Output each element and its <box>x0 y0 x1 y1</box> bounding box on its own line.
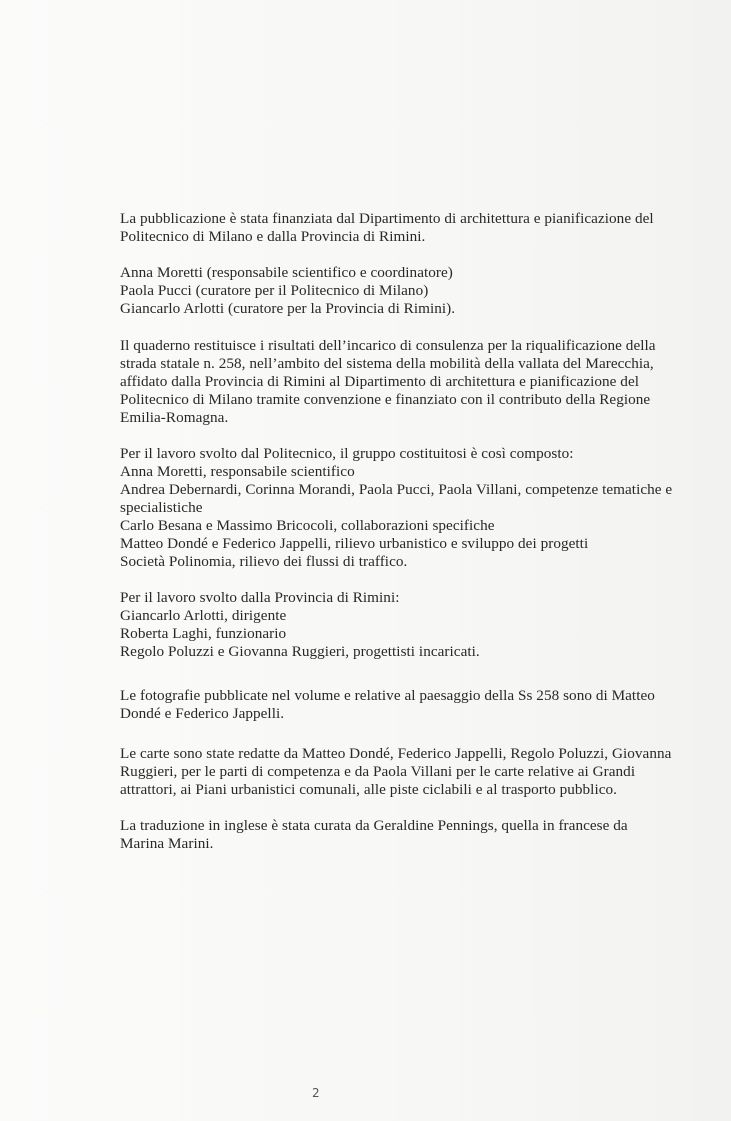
text-line: La pubblicazione è stata finanziata dal Dipartimento di architettura e pianificazione del <box>120 210 654 227</box>
text-line: specialistiche <box>120 499 203 516</box>
description-paragraph <box>120 337 705 427</box>
text-line: Matteo Dondé e Federico Jappelli, rilievo urbanistico e sviluppo dei progetti <box>120 535 589 552</box>
photographs-paragraph <box>120 687 705 723</box>
text-line: Roberta Laghi, funzionario <box>120 625 287 642</box>
text-line: Politecnico di Milano e dalla Provincia di Rimini. <box>120 228 426 245</box>
text-line: Il quaderno restituisce i risultati dell’incarico di consulenza per la riqualificazione della <box>120 337 656 354</box>
text-line: Dondé e Federico Jappelli. <box>120 705 285 722</box>
text-line: Giancarlo Arlotti (curatore per la Provincia di Rimini). <box>120 300 456 317</box>
text-line: Marina Marini. <box>120 835 214 852</box>
text-line: Regolo Poluzzi e Giovanna Ruggieri, progettisti incaricati. <box>120 643 480 660</box>
text-line: Le fotografie pubblicate nel volume e relative al paesaggio della Ss 258 sono di Matteo <box>120 687 655 704</box>
editors-paragraph <box>120 264 705 318</box>
text-line: Ruggieri, per le parti di competenza e da Paola Villani per le carte relative ai Grandi <box>120 763 636 780</box>
text-line: Anna Moretti (responsabile scientifico e coordinatore) <box>120 264 453 281</box>
text-line: Giancarlo Arlotti, dirigente <box>120 607 287 624</box>
translation-paragraph <box>120 817 705 853</box>
text-line: Carlo Besana e Massimo Bricocoli, collaborazioni specifiche <box>120 517 495 534</box>
credits-text-block <box>120 210 705 871</box>
text-line: Anna Moretti, responsabile scientifico <box>120 463 355 480</box>
text-line: La traduzione in inglese è stata curata da Geraldine Pennings, quella in francese da <box>120 817 628 834</box>
text-line: Le carte sono state redatte da Matteo Dondé, Federico Jappelli, Regolo Poluzzi, Giovanna <box>120 745 672 762</box>
page-number: 2 <box>312 1086 320 1100</box>
text-line: Andrea Debernardi, Corinna Morandi, Paola Pucci, Paola Villani, competenze tematiche e <box>120 481 673 498</box>
text-line: Società Polinomia, rilievo dei flussi di traffico. <box>120 553 408 570</box>
text-line: Per il lavoro svolto dalla Provincia di Rimini: <box>120 589 400 606</box>
maps-paragraph <box>120 745 705 799</box>
provincia-team-paragraph <box>120 589 705 661</box>
politecnico-team-paragraph <box>120 445 705 571</box>
text-line: affidato dalla Provincia di Rimini al Dipartimento di architettura e pianificazione del <box>120 373 640 390</box>
funding-paragraph <box>120 210 705 246</box>
text-line: strada statale n. 258, nell’ambito del sistema della mobilità della vallata del Marecchia, <box>120 355 654 372</box>
text-line: Politecnico di Milano tramite convenzione e finanziato con il contributo della Regione <box>120 391 651 408</box>
text-line: Per il lavoro svolto dal Politecnico, il gruppo costituitosi è così composto: <box>120 445 574 462</box>
text-line: attrattori, ai Piani urbanistici comunali, alle piste ciclabili e al trasporto pubblico. <box>120 781 618 798</box>
text-line: Emilia-Romagna. <box>120 409 229 426</box>
text-line: Paola Pucci (curatore per il Politecnico di Milano) <box>120 282 429 299</box>
